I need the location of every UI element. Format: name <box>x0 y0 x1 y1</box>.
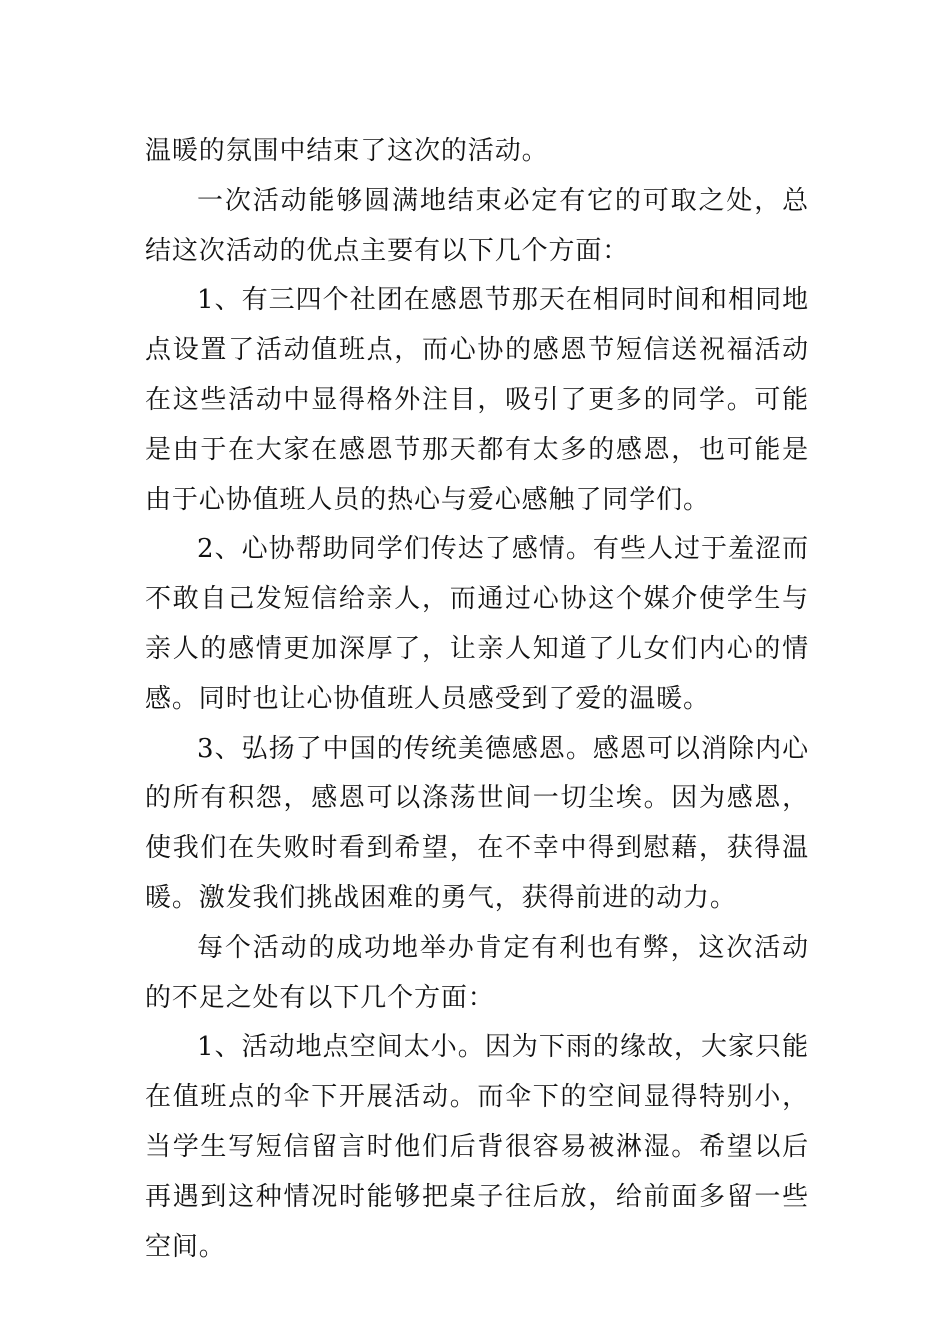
paragraph-summary-intro: 一次活动能够圆满地结束必定有它的可取之处，总结这次活动的优点主要有以下几个方面： <box>145 185 809 266</box>
paragraph-advantage-3: 3、弘扬了中国的传统美德感恩。感恩可以消除内心的所有积怨，感恩可以涤荡世间一切尘埃。因为感恩，使我们在失败时看到希望，在不幸中得到慰藉，获得温暖。激发我们挑战困难的勇气，获得前进的动力。 <box>145 733 809 913</box>
paragraph-shortcomings-intro: 每个活动的成功地举办肯定有利也有弊，这次活动的不足之处有以下几个方面： <box>145 932 809 1013</box>
paragraph-shortcoming-1: 1、活动地点空间太小。因为下雨的缘故，大家只能在值班点的伞下开展活动。而伞下的空间显得特别小，当学生写短信留言时他们后背很容易被淋湿。希望以后再遇到这种情况时能够把桌子往后放，给前面多留一些空间。 <box>145 1032 809 1262</box>
paragraph-advantage-1: 1、有三四个社团在感恩节那天在相同时间和相同地点设置了活动值班点，而心协的感恩节短信送祝福活动在这些活动中显得格外注目，吸引了更多的同学。可能是由于在大家在感恩节那天都有太多的感恩，也可能是由于心协值班人员的热心与爱心感触了同学们。 <box>145 285 809 515</box>
paragraph-advantage-2: 2、心协帮助同学们传达了感情。有些人过于羞涩而不敢自己发短信给亲人，而通过心协这个媒介使学生与亲人的感情更加深厚了，让亲人知道了儿女们内心的情感。同时也让心协值班人员感受到了爱的温暖。 <box>145 534 809 714</box>
paragraph-continuation: 温暖的氛围中结束了这次的活动。 <box>145 136 549 166</box>
document-body <box>145 127 809 1272</box>
